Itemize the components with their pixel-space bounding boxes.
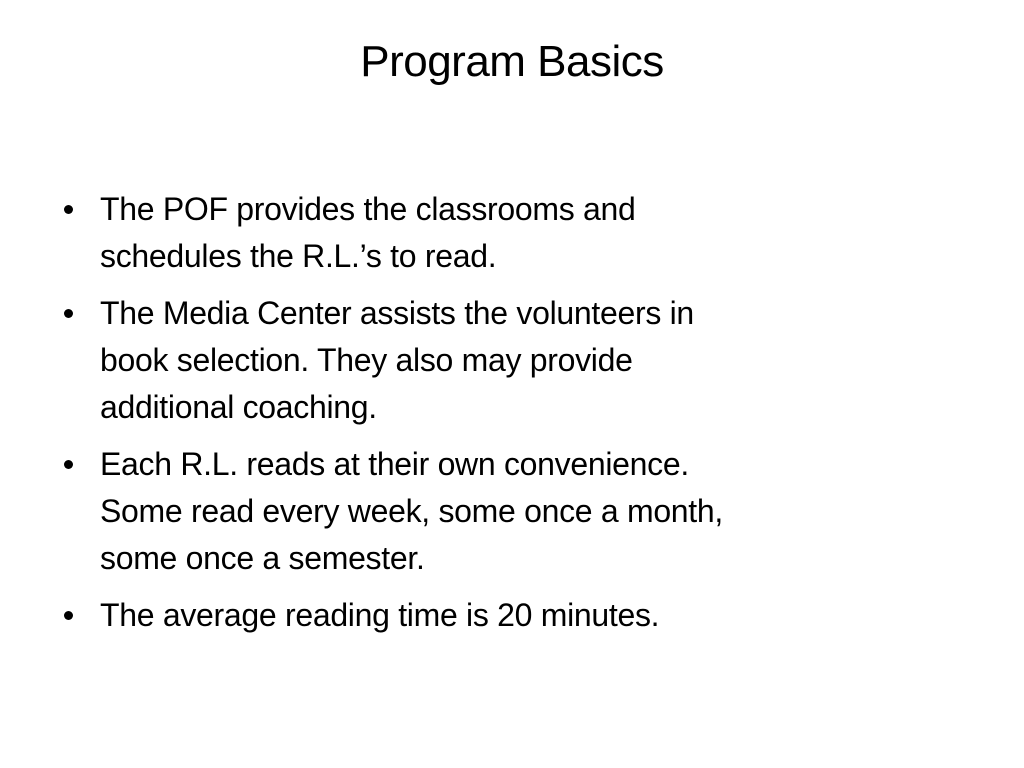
- bullet-dot-icon: [62, 290, 76, 337]
- bullet-item-reading-time: [62, 592, 942, 639]
- bullet-line: Some read every week, some once a month,: [100, 493, 723, 529]
- bullet-item-pof: [62, 186, 942, 280]
- bullet-line: some once a semester.: [100, 540, 425, 576]
- slide-title: Program Basics: [360, 37, 664, 86]
- bullet-dot-icon: [62, 441, 76, 488]
- bullet-line: additional coaching.: [100, 389, 377, 425]
- bullet-line: The average reading time is 20 minutes.: [100, 597, 660, 633]
- bullet-dot-icon: [62, 592, 76, 639]
- bullet-dot-icon: [62, 186, 76, 233]
- bullet-item-media-center: [62, 290, 942, 431]
- bullet-line: schedules the R.L.’s to read.: [100, 238, 497, 274]
- bullet-line: Each R.L. reads at their own convenience.: [100, 446, 689, 482]
- bullet-line: book selection. They also may provide: [100, 342, 633, 378]
- bullet-item-reading-schedule: [62, 441, 942, 582]
- bullet-list: [62, 186, 942, 649]
- bullet-line: The POF provides the classrooms and: [100, 191, 636, 227]
- bullet-line: The Media Center assists the volunteers in: [100, 295, 694, 331]
